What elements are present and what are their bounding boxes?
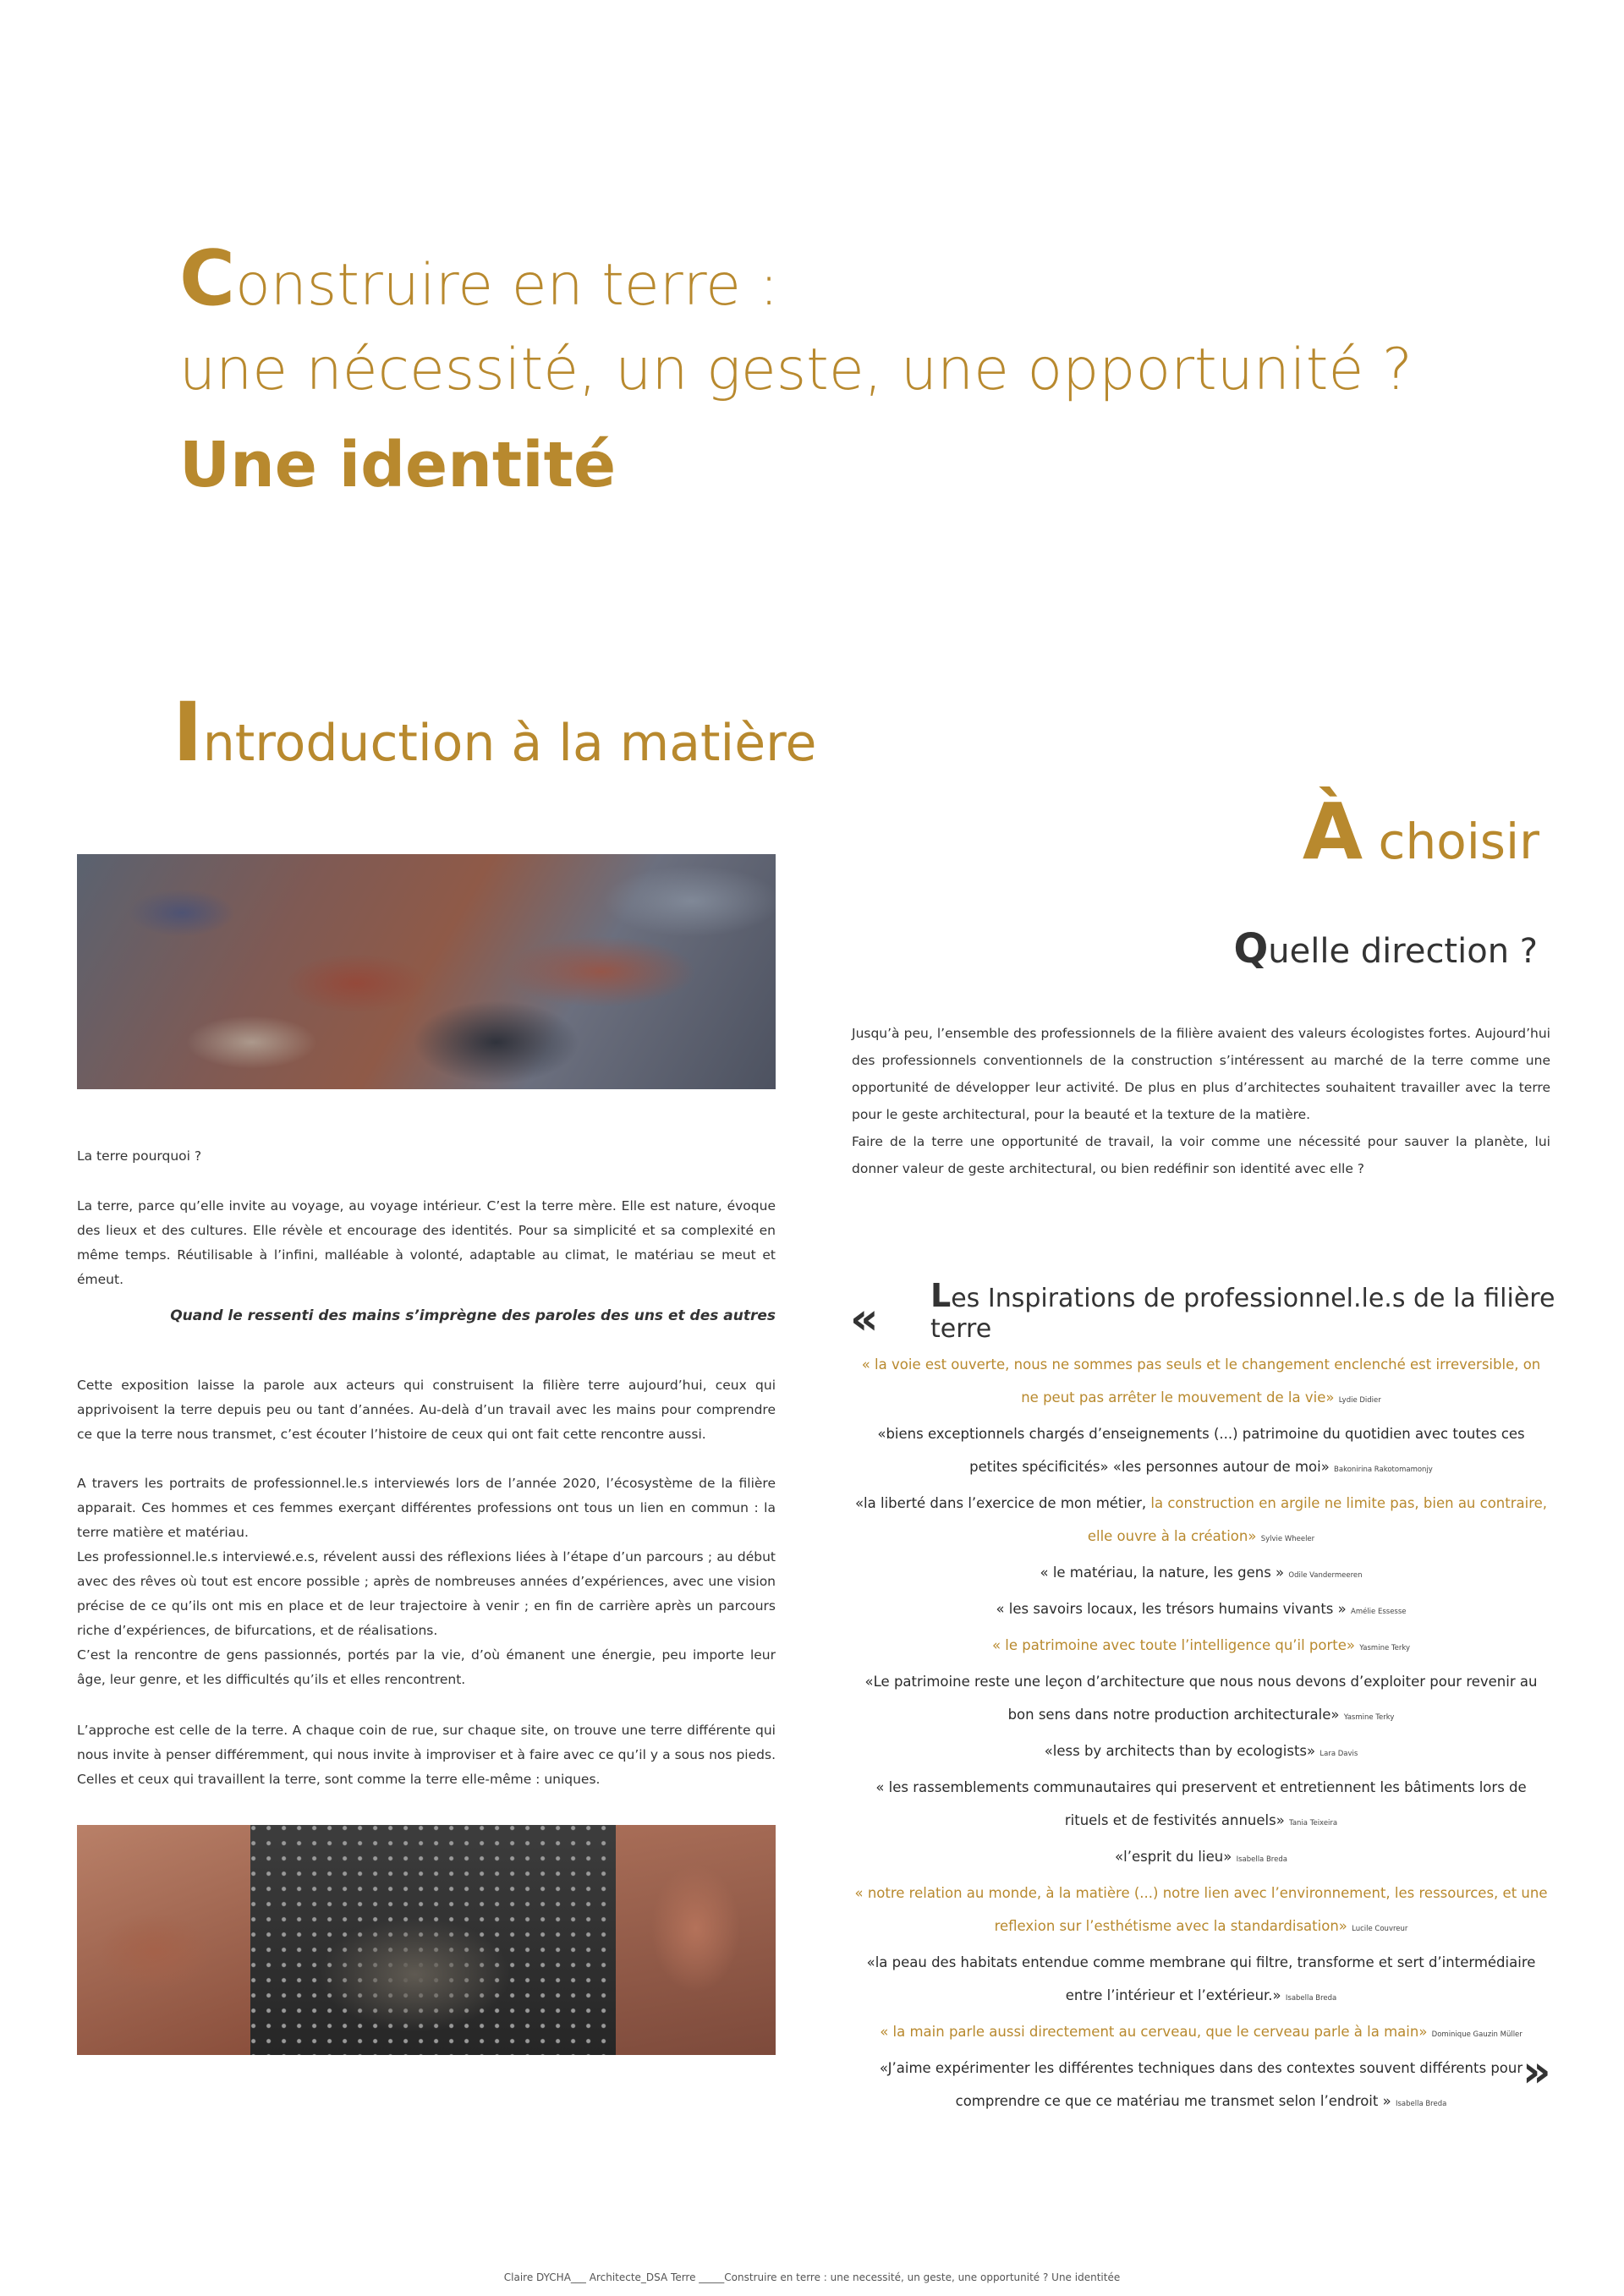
quote-item <box>852 1877 1550 1946</box>
title-line3: Une identité <box>179 429 617 501</box>
quote-author: Yasmine Terky <box>1343 1713 1395 1722</box>
hand-soil-image <box>77 1825 250 2055</box>
quote-text: «biens exceptionnels chargés d’enseignements (...) patrimoine du quotidien avec toutes ces petites spécificités» «les personnes autour de moi» <box>877 1426 1525 1475</box>
quote-text: « les savoirs locaux, les trésors humains vivants » <box>996 1601 1347 1617</box>
quote-author: Tania Teixeira <box>1289 1819 1338 1827</box>
quote-text: « notre relation au monde, à la matière (...) notre lien avec l’environnement, les ressources, et une reflexion sur l’esthétisme avec la standardisation» <box>854 1885 1548 1934</box>
footer-credit: Claire DYCHA___ Architecte_DSA Terre _____Construire en terre : une necessité, un geste, une opportunité ? Une identitée <box>503 2271 1121 2283</box>
quote-author: Lara Davis <box>1320 1750 1358 1758</box>
quote-item <box>852 1417 1550 1487</box>
intro-paragraph-3 <box>77 1471 776 1692</box>
intro-subheading: Quand le ressenti des mains s’imprègne des paroles des uns et des autres <box>170 1307 776 1324</box>
quote-text: « la main parle aussi directement au cerveau, que le cerveau parle à la main» <box>880 2024 1428 2040</box>
choisir-text <box>852 1020 1550 1182</box>
quote-text: «J’aime expérimenter les différentes techniques dans des contextes souvent différents pour comprendre ce que ce matériau me transmet selon l’endroit » <box>879 2060 1523 2109</box>
intro-para3b-text: Les professionnel.le.s interviewé.e.s, révelent aussi des réflexions liées à l’étape d’un parcours ; au début avec des rêves où tout est encore possible ; après de nombreuses années d’expériences, avec une vision précise de ce qu’ils ont mis en place et de leur trajectoire à venir ; en fin de carrière après un parcours riche d’expériences, de bifurcations, et de réalisations. <box>77 1549 776 1638</box>
inspirations-initial: L <box>930 1277 952 1314</box>
quote-item <box>852 2052 1550 2121</box>
quote-item <box>852 1556 1550 1592</box>
quote-text: «l’esprit du lieu» <box>1115 1849 1232 1865</box>
choisir-heading-text: choisir <box>1363 813 1539 870</box>
quote-item <box>852 1348 1550 1417</box>
choisir-heading-initial: À <box>1302 786 1363 877</box>
open-quote-mark: « <box>850 1294 879 1345</box>
quote-author: Lucile Couvreur <box>1352 1925 1408 1933</box>
title-line2: une nécessité, un geste, une opportunité ? <box>179 337 1413 403</box>
quote-item <box>852 1629 1550 1665</box>
intro-question: La terre pourquoi ? <box>77 1148 202 1164</box>
page-title <box>179 234 1413 516</box>
quote-item <box>852 1771 1550 1840</box>
intro-heading-initial: I <box>173 685 203 780</box>
quote-author: Sylvie Wheeler <box>1260 1535 1315 1543</box>
direction-subheading <box>1233 925 1538 973</box>
quote-item <box>852 1946 1550 2015</box>
choisir-para2: Faire de la terre une opportunité de travail, la voir comme une nécessité pour sauver la planète, lui donner valeur de geste architectural, ou bien redéfinir son identité avec elle ? <box>852 1134 1550 1176</box>
quote-text: «la peau des habitats entendue comme membrane qui filtre, transforme et sert d’intermédiaire entre l’intérieur et l’extérieur.» <box>866 1954 1536 2003</box>
quote-author: Lydie Didier <box>1338 1396 1381 1405</box>
choisir-heading <box>1303 786 1539 877</box>
quote-author: Amélie Essesse <box>1351 1608 1407 1616</box>
quote-item <box>852 1592 1550 1629</box>
quote-text: « les rassemblements communautaires qui preservent et entretiennent les bâtiments lors de rituels et de festivités annuels» <box>875 1779 1527 1828</box>
quote-author: Isabella Breda <box>1236 1855 1287 1864</box>
inspirations-heading <box>930 1277 1624 1344</box>
quote-item <box>852 1840 1550 1877</box>
quote-item <box>852 1734 1550 1771</box>
inspirations-heading-text: es Inspirations de professionnel.le.s de la filière terre <box>930 1284 1555 1344</box>
quote-author: Yasmine Terky <box>1359 1644 1411 1652</box>
title-initial: C <box>179 234 236 323</box>
quote-text: «la liberté dans l’exercice de mon métier, <box>854 1495 1151 1511</box>
intro-paragraph-2 <box>77 1373 776 1447</box>
direction-initial: Q <box>1233 925 1269 973</box>
intro-heading-text: ntroduction à la matière <box>202 714 817 773</box>
intro-para2-text: Cette exposition laisse la parole aux acteurs qui construisent la filière terre aujourd’hui, ceux qui apprivoisent la terre depuis peu ou tant d’années. Au-delà d’un travail avec les mains pour comprendre ce que la terre nous transmet, c’est écouter l’histoire de ceux qui ont fait cette rencontre aussi. <box>77 1378 776 1442</box>
soil-texture-image <box>77 854 776 1089</box>
quote-text: « la voie est ouverte, nous ne sommes pas seuls et le changement enclenché est irreversible, on ne peut pas arrêter le mouvement de la vie» <box>861 1356 1541 1406</box>
direction-text: uelle direction ? <box>1268 932 1538 971</box>
quote-text: «less by architects than by ecologists» <box>1044 1743 1316 1759</box>
intro-para4-text: L’approche est celle de la terre. A chaque coin de rue, sur chaque site, on trouve une terre différente qui nous invite à penser différemment, qui nous invite à improviser et à faire avec ce qu’il y a sous nos pieds. Celles et ceux qui travaillent la terre, sont comme la terre elle-même : uniques. <box>77 1723 776 1787</box>
quote-author: Isabella Breda <box>1285 1994 1337 2003</box>
choisir-para1: Jusqu’à peu, l’ensemble des professionnels de la filière avaient des valeurs écologistes fortes. Aujourd’hui des professionnels conventionnels de la construction s’intéressent au marché de la terre comme une opportunité de développer leur activité. De plus en plus d’architectes souhaitent travailler avec la terre pour le geste architectural, pour la beauté et la texture de la matière. <box>852 1026 1550 1122</box>
quote-item <box>852 1665 1550 1734</box>
close-quote-mark: » <box>1522 2047 1551 2097</box>
hand-clay-image <box>616 1825 776 2055</box>
intro-para3a-text: A travers les portraits de professionnel.le.s interviewés lors de l’année 2020, l’écosystème de la filière apparait. Ces hommes et ces femmes exerçant différentes professions ont tous un lien en commun : la terre matière et matériau. <box>77 1476 776 1540</box>
intro-paragraph-1 <box>77 1194 776 1292</box>
quote-text: « le matériau, la nature, les gens » <box>1040 1564 1285 1581</box>
quote-text: «Le patrimoine reste une leçon d’architecture que nous nous devons d’exploiter pour revenir au bon sens dans notre production architecturale» <box>864 1674 1538 1723</box>
intro-paragraph-4 <box>77 1718 776 1792</box>
intro-para1-text: La terre, parce qu’elle invite au voyage, au voyage intérieur. C’est la terre mère. Elle est nature, évoque des lieux et des cultures. Elle révèle et encourage des identités. Pour sa simplicité et sa complexité en même temps. Réutilisable à l’infini, malléable à volonté, adaptable au climat, le matériau se meut et émeut. <box>77 1198 776 1287</box>
hands-image-strip <box>77 1825 776 2055</box>
quote-item <box>852 1487 1550 1556</box>
title-line1: onstruire en terre : <box>235 252 779 319</box>
intro-para3c-text: C’est la rencontre de gens passionnés, portés par la vie, d’où émanent une énergie, peu importe leur âge, leur genre, et les difficultés qu’ils et elles rencontrent. <box>77 1647 776 1687</box>
quote-author: Dominique Gauzin Müller <box>1431 2030 1522 2039</box>
quotes-list <box>852 1348 1550 2121</box>
quote-author: Bakonirina Rakotomamonjy <box>1334 1466 1433 1474</box>
quote-text-highlight: la construction en argile ne limite pas, bien au contraire, elle ouvre à la création» <box>1087 1495 1548 1544</box>
quote-author: Isabella Breda <box>1395 2100 1447 2108</box>
quote-author: Odile Vandermeeren <box>1288 1571 1363 1580</box>
quote-item <box>852 2015 1550 2052</box>
hand-mud-image <box>250 1825 616 2055</box>
quote-text: « le patrimoine avec toute l’intelligence qu’il porte» <box>991 1637 1356 1653</box>
intro-heading <box>173 685 816 780</box>
